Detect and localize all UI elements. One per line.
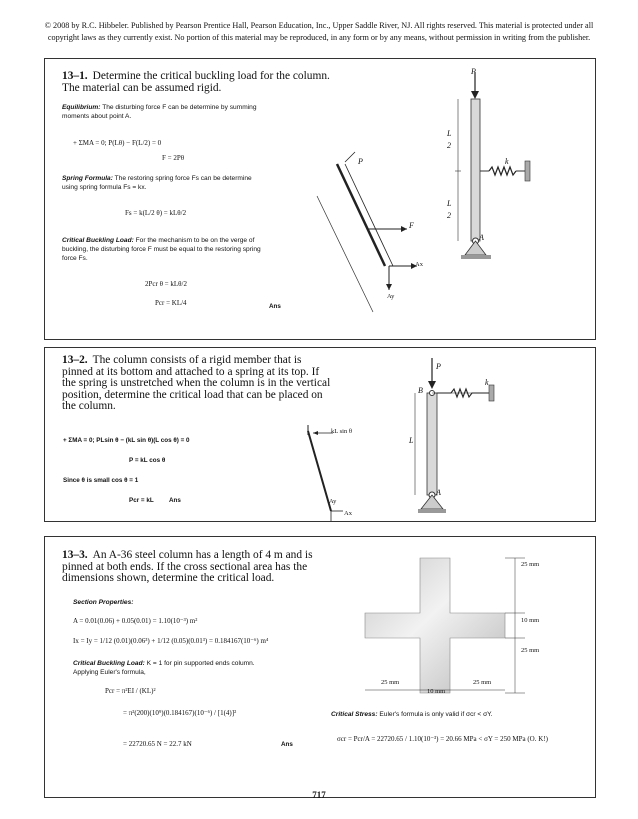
column-load-label: P xyxy=(471,67,476,76)
problem-13-2-box xyxy=(44,347,596,522)
problem-13-1-box xyxy=(44,58,596,340)
copyright-notice xyxy=(0,20,638,44)
problem-1-answer: Ans xyxy=(269,303,281,310)
problem-2-moment-eq: + ΣMA = 0; PLsin θ − (kL sin θ)(L cos θ) = 0 xyxy=(63,437,190,444)
problem-1-statement-line2: The material can be assumed rigid. xyxy=(62,82,222,94)
dim-right-25mm: 25 mm xyxy=(473,679,492,686)
moment-equation: + ΣMA = 0; P(Lθ) − F(L/2) = 0 xyxy=(73,139,162,147)
lower-length-divisor: 2 xyxy=(447,211,451,220)
force-equation: F = 2Pθ xyxy=(162,154,185,162)
problem-2-statement: 13–2. The column consists of a rigid member that is pinned at its bottom and attached to a spring at its top. If the spring is unstretched when the column is in the vertical position, determine the critical load that can be placed on the column. xyxy=(62,354,331,412)
problem-1-fbd-sketch xyxy=(315,154,445,314)
fbd-ay-label: Ay xyxy=(329,498,337,505)
pcr-formula: Pcr = π²EI / (KL)² xyxy=(105,687,156,695)
problem-2-p-eq: P = kL cos θ xyxy=(129,457,166,464)
length-l-label-2: L xyxy=(409,436,414,445)
critical-stress-block: Critical Stress: Euler's formula is only valid if σcr < σY. xyxy=(331,711,493,718)
sketch-load-label: P xyxy=(358,157,363,166)
problem-3-number: 13–3. xyxy=(62,549,88,561)
pcr-substitution: = π²(200)(10⁹)(0.184167)(10⁻⁶) / [1(4)]² xyxy=(123,709,237,717)
p3-critical-block: Critical Buckling Load: K = 1 for pin supported ends column. Applying Euler's formula, xyxy=(73,660,255,676)
problem-3-statement: 13–3. An A-36 steel column has a length of 4 m and is pinned at both ends. If the cross sectional area has the dimensions shown, determine the critical load. xyxy=(62,549,313,584)
problem-1-column-figure xyxy=(455,67,575,267)
section-properties-heading: Section Properties: xyxy=(73,599,134,606)
problem-2-small-angle: Since θ is small cos θ = 1 xyxy=(63,477,139,484)
critical-load-block: Critical Buckling Load: For the mechanism to be on the verge of buckling, the disturbing force F must be equal to the restoring spring force Fs. xyxy=(62,237,261,262)
upper-length-divisor: 2 xyxy=(447,141,451,150)
page-number: 717 xyxy=(312,790,326,800)
problem-3-answer: Ans xyxy=(281,741,293,748)
stress-equation: σcr = Pcr/A = 22720.65 / 1.10(10⁻³) = 20.66 MPa < σY = 250 MPa (O. K!) xyxy=(337,735,548,743)
sketch-ay-label: Ay xyxy=(387,293,395,300)
spring-k-label-2: k xyxy=(485,378,489,387)
dim-bottom-10mm: 10 mm xyxy=(427,688,446,695)
sketch-ax-label: Ax xyxy=(415,261,423,268)
equilibrium-block: Equilibrium: The disturbing force F can be determine by summing moments about point A. xyxy=(62,104,257,120)
problem-2-pcr: Pcr = kL xyxy=(129,497,154,504)
sketch-force-label: F xyxy=(409,221,414,230)
problem-13-3-box xyxy=(44,536,596,798)
dim-left-25mm: 25 mm xyxy=(381,679,400,686)
dim-lower-25mm: 25 mm xyxy=(521,647,540,654)
dim-top-25mm: 25 mm xyxy=(521,561,540,568)
pcr-result: = 22720.65 N = 22.7 kN xyxy=(123,740,192,748)
support-a-label: A xyxy=(479,233,484,242)
dim-mid-10mm: 10 mm xyxy=(521,617,540,624)
problem-2-number: 13–2. xyxy=(62,354,88,366)
fbd-spring-force-label: kL sin θ xyxy=(331,428,352,435)
area-equation: A = 0.01(0.06) + 0.05(0.01) = 1.10(10⁻³) m² xyxy=(73,617,198,625)
problem-2-fbd-sketch xyxy=(303,423,363,523)
problem-1-number: 13–1. xyxy=(62,70,88,82)
problem-2-column-figure xyxy=(405,353,535,523)
fbd-ax-label: Ax xyxy=(344,510,352,517)
problem-2-answer: Ans xyxy=(169,497,181,504)
lower-length-label: L xyxy=(447,199,452,208)
critical-equation-2: Pcr = KL/4 xyxy=(155,299,187,307)
spring-stiffness-label: k xyxy=(505,157,509,166)
critical-equation-1: 2Pcr θ = kLθ/2 xyxy=(145,280,187,288)
upper-length-label: L xyxy=(447,129,452,138)
copyright-line-1: © 2008 by R.C. Hibbeler. Published by Pearson Prentice Hall, Pearson Education, Inc., Upper Saddle River, NJ. All rights reserved. This material is protected under all xyxy=(44,21,594,30)
copyright-line-2: copyright laws as they currently exist. No portion of this material may be reproduced, in any form or by any means, without permission in writing from the publisher. xyxy=(47,33,591,42)
support-a-label-2: A xyxy=(436,488,441,497)
spring-equation: Fs = k(L/2 θ) = kLθ/2 xyxy=(125,209,187,217)
column-load-label-2: P xyxy=(436,362,441,371)
problem-1-statement-line1: 13–1. Determine the critical buckling load for the column. xyxy=(62,70,330,82)
spring-formula-block: Spring Formula: The restoring spring force Fs can be determine using spring formula Fs = kx. xyxy=(62,175,252,191)
top-b-label: B xyxy=(418,386,423,395)
inertia-equation: Ix = Iy = 1/12 (0.01)(0.06³) + 1/12 (0.05)(0.01³) = 0.184167(10⁻⁶) m⁴ xyxy=(73,637,269,645)
